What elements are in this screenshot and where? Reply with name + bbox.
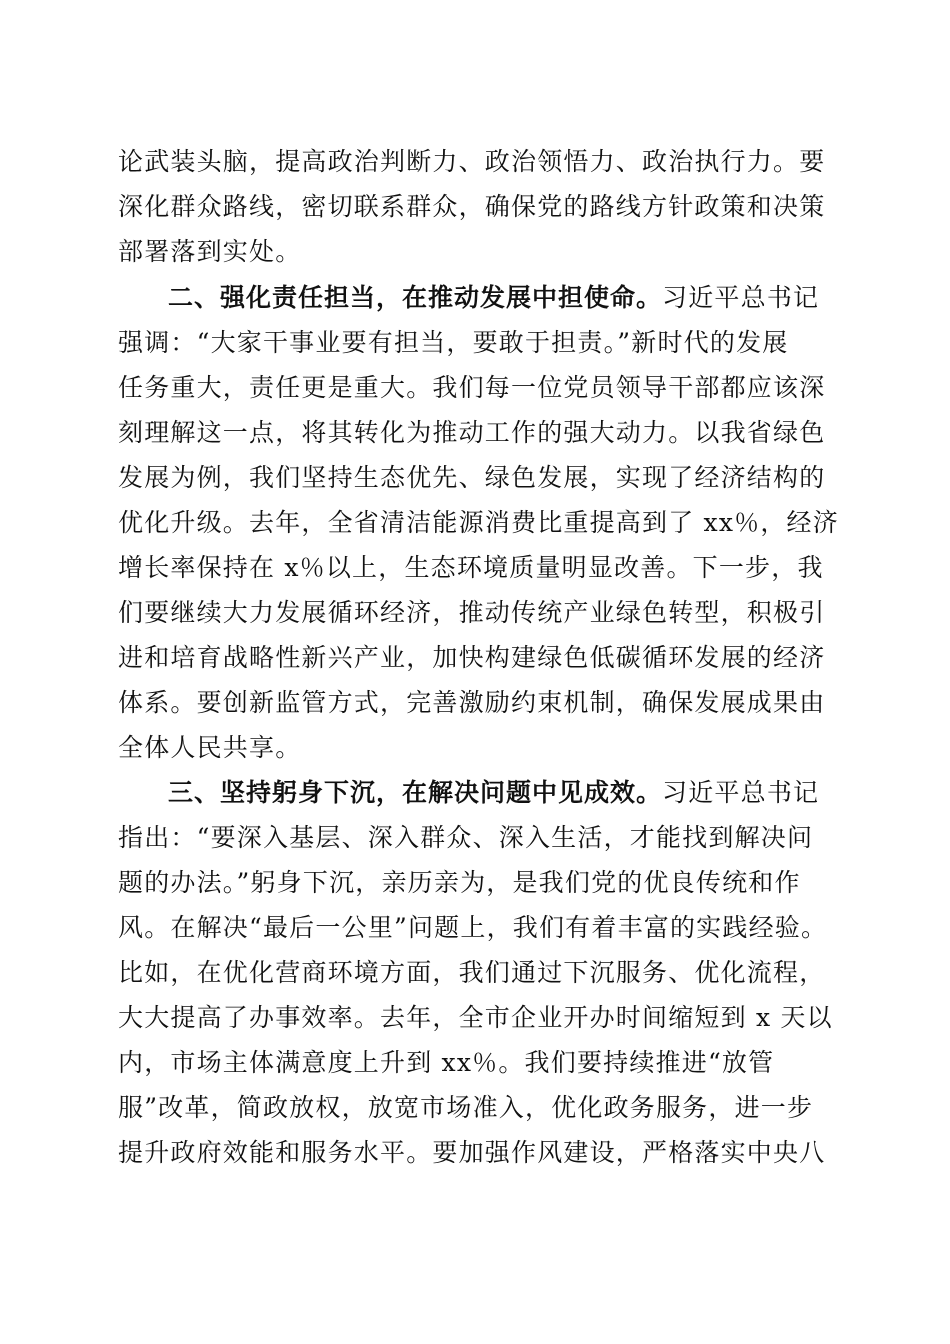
- text-line: 比如，在优化营商环境方面，我们通过下沉服务、优化流程，: [118, 958, 826, 987]
- text-line: 论武装头脑，提高政治判断力、政治领悟力、政治执行力。要: [118, 147, 826, 176]
- text-line: 服”改革，简政放权，放宽市场准入，优化政务服务，进一步: [118, 1093, 814, 1122]
- section-2-first-line: [168, 276, 819, 320]
- text-line: 大大提高了办事效率。去年，全市企业开办时间缩短到 x 天以: [118, 1003, 833, 1032]
- text-line: 们要继续大力发展循环经济，推动传统产业绿色转型，积极引: [118, 598, 826, 627]
- text-line: 指出：“要深入基层、深入群众、深入生活，才能找到解决问: [118, 823, 814, 852]
- text-line: 提升政府效能和服务水平。要加强作风建设，严格落实中央八: [118, 1138, 826, 1167]
- text-line: 内，市场主体满意度上升到 xx％。我们要持续推进“放管: [118, 1048, 775, 1077]
- section-2-lead: 习近平总书记: [662, 283, 820, 312]
- text-line: 发展为例，我们坚持生态优先、绿色发展，实现了经济结构的: [118, 463, 826, 492]
- text-line: 刻理解这一点，将其转化为推动工作的强大动力。以我省绿色: [118, 418, 826, 447]
- section-3-heading: 三、坚持躬身下沉，在解决问题中见成效。: [168, 778, 663, 807]
- text-line: 任务重大，责任更是重大。我们每一位党员领导干部都应该深: [118, 373, 826, 402]
- text-line: 优化升级。去年，全省清洁能源消费比重提高到了 xx％，经济: [118, 508, 839, 537]
- section-2-heading: 二、强化责任担当，在推动发展中担使命。: [168, 283, 663, 312]
- text-line: 增长率保持在 x％以上，生态环境质量明显改善。下一步，我: [118, 553, 824, 582]
- text-line: 风。在解决“最后一公里”问题上，我们有着丰富的实践经验。: [118, 913, 828, 942]
- text-line: 体系。要创新监管方式，完善激励约束机制，确保发展成果由: [118, 688, 826, 717]
- text-line: 题的办法。”躬身下沉，亲历亲为，是我们党的优良传统和作: [118, 868, 801, 897]
- text-line: 深化群众路线，密切联系群众，确保党的路线方针政策和决策: [118, 192, 826, 221]
- section-3-first-line: [168, 771, 819, 815]
- section-3-lead: 习近平总书记: [662, 778, 820, 807]
- text-line: 进和培育战略性新兴产业，加快构建绿色低碳循环发展的经济: [118, 643, 826, 672]
- text-line: 部署落到实处。: [118, 237, 302, 266]
- text-line: 强调：“大家干事业要有担当，要敢于担责。”新时代的发展: [118, 328, 789, 357]
- text-line: 全体人民共享。: [118, 733, 302, 762]
